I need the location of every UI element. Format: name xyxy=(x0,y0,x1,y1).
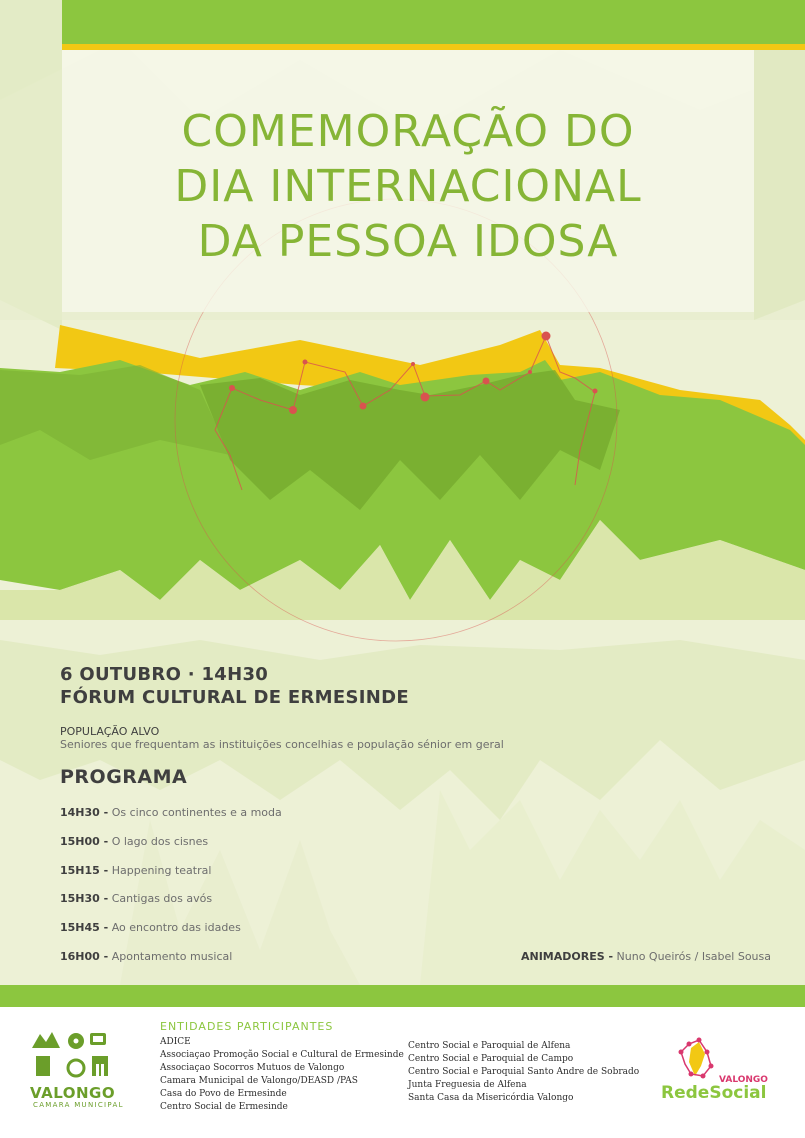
spark-icon xyxy=(689,1042,705,1076)
red-dot xyxy=(528,370,532,374)
red-dot xyxy=(229,385,235,391)
valongo-logo-name: VALONGO xyxy=(30,1084,116,1102)
title-line-2: DIA INTERNACIONAL xyxy=(174,161,642,212)
entity-item: Camara Municipal de Valongo/DEASD /PAS xyxy=(160,1076,358,1086)
rede-logo-small: VALONGO xyxy=(719,1075,768,1085)
programme-activity: Ao encontro das idades xyxy=(111,921,241,934)
rede-logo-name: RedeSocial xyxy=(661,1083,767,1103)
rede-social-logo xyxy=(655,1036,775,1106)
entities-column-1 xyxy=(160,1036,404,1114)
programme-item xyxy=(60,806,282,819)
entities-column-2 xyxy=(408,1040,639,1105)
entity-item: Casa do Povo de Ermesinde xyxy=(160,1089,287,1099)
audience-text: Seniores que frequentam as instituições concelhias e população sénior em geral xyxy=(60,738,504,751)
programme-item xyxy=(60,835,208,848)
valongo-logo-subtitle: CAMARA MUNICIPAL xyxy=(33,1101,124,1109)
entity-item: Centro Social e Paroquial de Campo xyxy=(408,1054,574,1064)
top-green-bar xyxy=(62,0,805,44)
programme-item xyxy=(60,921,241,934)
red-dot xyxy=(542,332,551,341)
entity-item: Centro Social e Paroquial de Alfena xyxy=(408,1041,571,1051)
building-icon xyxy=(92,1056,108,1076)
animadores-names: Nuno Queirós / Isabel Sousa xyxy=(616,950,771,963)
programme-item xyxy=(60,950,232,963)
mountain-icon xyxy=(32,1032,60,1048)
programme-time: 16H00 - xyxy=(60,950,109,963)
red-dot xyxy=(289,406,297,414)
red-dot xyxy=(421,393,430,402)
ghost-shape xyxy=(754,50,805,320)
programme-time: 15H00 - xyxy=(60,835,109,848)
programme-time: 15H15 - xyxy=(60,864,109,877)
bottom-green-bar xyxy=(0,985,805,1007)
programme-activity: Apontamento musical xyxy=(111,950,233,963)
cyclist-icon xyxy=(68,1060,84,1076)
programme-activity: Happening teatral xyxy=(111,864,212,877)
red-dot xyxy=(411,362,415,366)
programme-time: 15H30 - xyxy=(60,892,109,905)
programme-title: PROGRAMA xyxy=(60,766,188,788)
programme-activity: Os cinco continentes e a moda xyxy=(111,806,282,819)
red-dot xyxy=(303,360,308,365)
programme-time: 14H30 - xyxy=(60,806,109,819)
title-line-1: COMEMORAÇÃO DO xyxy=(181,106,635,157)
red-dot xyxy=(360,403,367,410)
animadores xyxy=(521,950,771,963)
title-line-3: DA PESSOA IDOSA xyxy=(197,216,619,267)
programme-activity: O lago dos cisnes xyxy=(111,835,209,848)
entity-item: Centro Social de Ermesinde xyxy=(160,1102,288,1112)
programme-item xyxy=(60,892,212,905)
animadores-label: ANIMADORES - xyxy=(520,950,614,963)
event-venue: FÓRUM CULTURAL DE ERMESINDE xyxy=(60,687,409,708)
audience-label: POPULAÇÃO ALVO xyxy=(60,725,160,738)
programme-item xyxy=(60,864,211,877)
programme-activity: Cantigas dos avós xyxy=(111,892,213,905)
entity-item: Centro Social e Paroquial Santo Andre de Sobrado xyxy=(408,1067,640,1077)
event-date-time: 6 OUTUBRO · 14H30 xyxy=(60,664,269,685)
programme-time: 15H45 - xyxy=(60,921,109,934)
entity-item: Junta Freguesia de Alfena xyxy=(408,1080,527,1090)
entity-item: Associaçao Promoção Social e Cultural de Ermesinde xyxy=(160,1050,404,1060)
entity-item: Associaçao Socorros Mutuos de Valongo xyxy=(160,1063,345,1073)
red-dot xyxy=(593,389,598,394)
entity-item: ADICE xyxy=(160,1037,191,1047)
entities-title: ENTIDADES PARTICIPANTES xyxy=(160,1020,334,1033)
event-title xyxy=(62,104,754,269)
entity-item: Santa Casa da Misericórdia Valongo xyxy=(408,1093,574,1103)
person-icon xyxy=(36,1056,50,1076)
red-dot xyxy=(483,378,490,385)
